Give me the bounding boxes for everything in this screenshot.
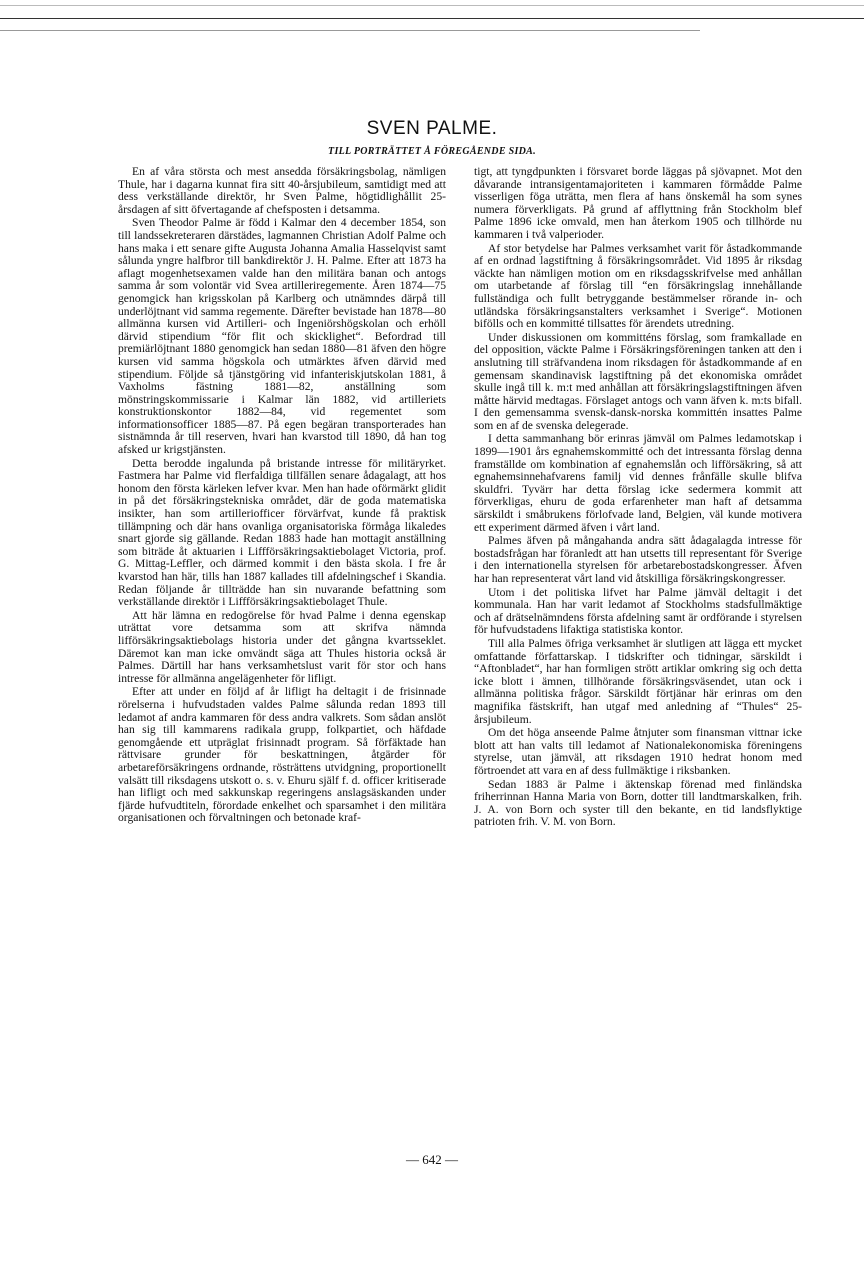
paragraph: Detta berodde ingalunda på bristande intresse för militäryrket. Fastmera har Palme vid flerfaldiga tillfällen senare ådagalagt, att hos honom den första kärleken lefver kvar. Men han hade oförmärkt glidit in på det försäkringstekniska området, där de goda matematiska insikter, han som artilleriofficer förvärfvat, kunde få praktisk tillämpning och där hans ovanliga organisatoriska förmåga likaledes snart gjorde sig gällande. Redan 1883 hade han mottagit anställning som biträde åt aktuarien i Liffförsäkringsaktiebolaget Victoria, prof. G. Mittag-Leffler, och därmed kommit i den bästa skola. I fre år kvarstod han här, tills han 1887 kallades till afdelningschef i Skandia. Redan följande år tillträdde han sin nuvarande befattning som verkställande direktör i Liffförsäkringsaktiebolaget Thule. [118,456,446,609]
paragraph: Att här lämna en redogörelse för hvad Palme i denna egenskap uträttat vore detsamma som att skrifva nämnda lifförsäkringsaktiebolags historia under det gångna kvartsseklet. Däremot kan man icke omvändt säga att Thules historia också är Palmes. Därtill har hans verksamhetslust varit för stor och hans intresse för allmänna angelägenheter för lifligt. [118,608,446,685]
paragraph: tigt, att tyngdpunkten i försvaret borde läggas på sjövapnet. Mot den dåvarande intransigentamajoriteten i kammaren förmådde Palme visserligen föga uträtta, men flera af hans önskemål ha som synes numera förverkligats. På grund af afflyttning från Stockholm blef Palme 1896 icke omvald, men han återkom 1905 och tillhörde nu kammaren i två valperioder. [474,165,802,241]
paragraph: Om det höga anseende Palme åtnjuter som finansman vittnar icke blott att han valts till ledamot af Nationalekonomiska föreningens styrelse, utan jämväl, att riksdagen 1910 hedrat honom med förtroendet att vara en af dess fullmäktige i riksbanken. [474,726,802,777]
paragraph: Utom i det politiska lifvet har Palme jämväl deltagit i det kommunala. Han har varit ledamot af Stockholms stadsfullmäktige och af drätselnämndens första afdelning samt är ordförande i styrelsen för hufvudstadens lifaktiga statistiska kontor. [474,585,802,637]
paragraph: Sedan 1883 är Palme i äktenskap förenad med finländska friherrinnan Hanna Maria von Born, dotter till landtmarskalken, frih. J. A. von Born och syster till den bekante, en tid landsflyktige patrioten frih. V. M. von Born. [474,777,802,829]
article-subtitle: TILL PORTRÄTTET Å FÖREGÅENDE SIDA. [328,146,536,157]
paragraph: Till alla Palmes öfriga verksamhet är slutligen att lägga ett mycket omfattande författarskap. I tidskrifter och tidningar, särskildt i “Aftonbladet“, har han formligen strött artiklar omkring sig och detta icke blott i ämnen, tillhörande försäkringsväsendet, utan ock i allmänna politiska frågor. Särskildt förtjänar här erinras om den magnifika fästskrift, han utgaf med anledning af “Thules“ 25-årsjubileum. [474,636,802,726]
paragraph: Under diskussionen om kommitténs förslag, som framkallade en del opposition, väckte Palme i Försäkringsföreningen tanken att den i anslutning till sträfvandena inom riksdagen för åstadkommande af en gemensam skandinavisk lagstiftning på det ekonomiska området skulle ingå till k. m:t med anhållan att försäkringslagstiftningen äfven måtte härvid medtagas. Förslaget antogs och vann äfven k. m:ts bifall. I den gemensamma svensk-dansk-norska kommittén insattes Palme som en af de svenska delegerade. [474,330,802,432]
left-column [118,166,446,826]
paragraph: Sven Theodor Palme är född i Kalmar den 4 december 1854, son till landssekreteraren därstädes, lagmannen Christian Adolf Palme och hans maka i ett senare gifte Augusta Johanna Amalia Hasselqvist samt sålunda yngre halfbror till bankdirektör J. H. Palme. Efter att 1873 ha aflagt mogenhetsexamen valde han den militära banan och antogs samma år som volontär vid Svea artilleriregemente. Åren 1874—75 genomgick han krigsskolan på Karlberg och utnämndes därpå till underlöjtnant vid samma regemente. Därefter bevistade han 1878—80 allmänna kursen vid Artilleri- och Ingeniörshögskolan och erhöll därvid stipendium “för flit och skicklighet“. Befordrad till premiärlöjtnant 1880 genomgick han sedan 1880—81 äfven den högre kursen vid samma högskola och utmärktes äfven därvid med stipendium. Följde så tjänstgöring vid infanteriskjutskolan 1881, å Vaxholms fästning 1881—82, anställning som mönstringskommissarie i Kalmar län 1882, vid artilleriets konstruktionskontor 1882—84, vid regementet som informationsofficer 1885—87. På egen begäran transporterades han sistnämnda år till reserven, hvari han kvarstod till 1890, då han tog afsked ur krigstjänsten. [118,216,446,457]
article-title: SVEN PALME. [366,118,498,139]
page-number: — 642 — [406,1152,458,1167]
top-border-line [0,5,864,6]
top-rule [0,18,864,19]
paragraph: En af våra största och mest ansedda försäkringsbolag, nämligen Thule, har i dagarna kunnat fira sitt 40-årsjubileum, samtidigt med att dess verkställande direktör, hr Sven Palme, högtidlighållit 25-årsdagen af sitt öfvertagande af chefsposten i detsamma. [118,165,446,216]
paragraph: Af stor betydelse har Palmes verksamhet varit för åstadkommande af en ordnad lagstiftning å försäkringsområdet. Vid 1895 år riksdag väckte han nämligen motion om en riksdagsskrifvelse med anhållan om utarbetande af förslag till “en försäkringslag innehållande fullständiga och fullt betryggande bestämmelser rörande in- och utländska försäkringsanstalters verksamhet i Sverige“. Motionen bifölls och en kommitté tillsattes för ärendets utredning. [474,241,802,331]
right-column [474,166,802,830]
paragraph: Palmes äfven på mångahanda andra sätt ådagalagda intresse för bostadsfrågan har föranledt att han utsetts till representant för Sverige i den internationella styrelsen för arbetarebostadskongresser. Äfven har han representerat vårt land vid åtskilliga försäkringskongresser. [474,534,802,585]
paragraph: Efter att under en följd af år lifligt ha deltagit i de frisinnade rörelserna i hufvudstaden valdes Palme sålunda redan 1893 till ledamot af andra kammaren för dess andra valkrets. Som sådan anslöt han sig till kammarens radikala grupp, folkpartiet, och häfdade genomgående ett utpräglat frisinnadt program. Så förfäktade han rättvisare grunder för beskattningen, åtgärder för arbetareförsäkringens ordnande, rösträttens utvidgning, proportionellt valsätt till riksdagens utskott o. s. v. Ehuru själf f. d. officer kritiserade han lifligt och med sakkunskap regeringens anslagsäskanden under fjärde hufvudtiteln, förordade enkelhet och sparsamhet i den militära organisationen och förvaltningen och betonade kraf- [118,685,446,825]
top-rule-secondary [0,30,700,31]
paragraph: I detta sammanhang bör erinras jämväl om Palmes ledamotskap i 1899—1901 års egnahemskommitté och det intressanta förslag denna framställde om kombination af egnahemslån och lifförsäkring, så att egnahemsinnehafvarens familj vid dennes frånfälle skulle blifva skuldfri. Tyvärr har detta förslag icke sedermera kommit att förverkligas, ehuru de goda erfarenheter man haft af detsamma särskildt i småbrukens förlofvade land, Belgien, väl kunde motivera ett experiment därmed äfven i vårt land. [474,432,802,534]
